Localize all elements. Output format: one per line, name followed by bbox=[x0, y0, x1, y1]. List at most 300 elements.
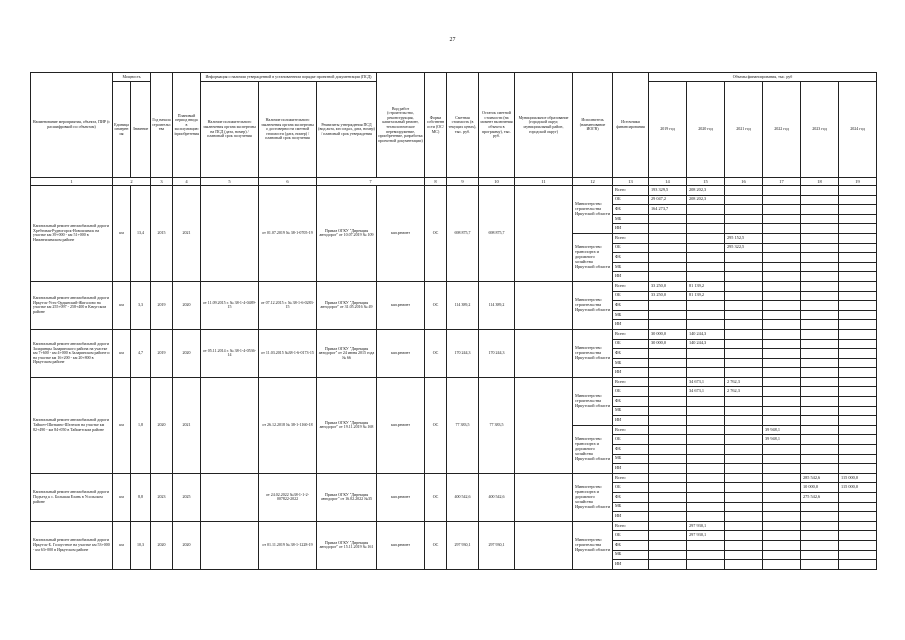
financing-value bbox=[687, 320, 725, 330]
column-number: 16 bbox=[725, 178, 763, 186]
header-year-end: Плановый период ввода в эксплуатацию/приобретения bbox=[173, 73, 201, 178]
source-cell: Всего bbox=[613, 233, 649, 243]
financing-value bbox=[763, 301, 801, 311]
financing-value bbox=[839, 416, 877, 426]
financing-value bbox=[801, 233, 839, 243]
financing-value bbox=[763, 205, 801, 215]
financing-value bbox=[801, 329, 839, 339]
financing-value bbox=[687, 233, 725, 243]
financing-value bbox=[649, 377, 687, 387]
financing-value bbox=[763, 387, 801, 397]
ownership-cell: ОС bbox=[425, 473, 447, 521]
financing-value bbox=[763, 224, 801, 234]
financing-value bbox=[649, 301, 687, 311]
executor-cell: Министерство транспорта и дорожного хозяйства Иркутской области bbox=[573, 473, 613, 521]
column-number: 13 bbox=[613, 178, 649, 186]
financing-value bbox=[801, 262, 839, 272]
financing-table bbox=[30, 72, 877, 570]
financing-value bbox=[839, 540, 877, 550]
financing-value bbox=[763, 358, 801, 368]
year-end-cell: 2020 bbox=[173, 329, 201, 377]
remainder-cell: 114 389,2 bbox=[479, 281, 515, 329]
financing-value bbox=[725, 186, 763, 196]
financing-value bbox=[725, 560, 763, 570]
financing-value bbox=[687, 349, 725, 359]
column-number: 14 bbox=[649, 178, 687, 186]
remainder-cell: 698 875,7 bbox=[479, 186, 515, 282]
cost-cell: 170 244,3 bbox=[447, 329, 479, 377]
financing-value bbox=[649, 214, 687, 224]
object-name: Капитальный ремонт автомобильной дороги Иркутск-Б. Голоустное на участке км 53+000 - км 63+000 в Иркутском районе bbox=[31, 521, 113, 569]
source-cell: Всего bbox=[613, 425, 649, 435]
financing-value bbox=[763, 195, 801, 205]
financing-value bbox=[725, 493, 763, 503]
financing-value bbox=[801, 387, 839, 397]
source-cell: ОБ bbox=[613, 531, 649, 541]
financing-value bbox=[649, 502, 687, 512]
financing-value bbox=[687, 550, 725, 560]
source-cell: ФБ bbox=[613, 349, 649, 359]
financing-value bbox=[649, 540, 687, 550]
source-cell: ИИ bbox=[613, 512, 649, 522]
financing-value bbox=[687, 560, 725, 570]
table-row bbox=[31, 377, 877, 387]
financing-value bbox=[725, 224, 763, 234]
financing-value bbox=[687, 512, 725, 522]
financing-value bbox=[801, 464, 839, 474]
work-type-cell: кап.ремонт bbox=[377, 377, 425, 473]
source-cell: ФБ bbox=[613, 397, 649, 407]
financing-value bbox=[725, 205, 763, 215]
financing-value bbox=[763, 397, 801, 407]
source-cell: ФБ bbox=[613, 253, 649, 263]
table-row bbox=[31, 473, 877, 483]
municipality-cell bbox=[515, 377, 573, 473]
unit-cell: км bbox=[113, 521, 131, 569]
financing-value bbox=[763, 560, 801, 570]
financing-value bbox=[687, 425, 725, 435]
financing-value bbox=[801, 521, 839, 531]
financing-value: 297 930,1 bbox=[687, 521, 725, 531]
financing-value bbox=[725, 425, 763, 435]
financing-value bbox=[725, 262, 763, 272]
year-end-cell: 2020 bbox=[173, 521, 201, 569]
financing-value bbox=[687, 243, 725, 253]
value-cell: 3,3 bbox=[131, 281, 151, 329]
financing-value bbox=[725, 550, 763, 560]
financing-value bbox=[839, 195, 877, 205]
header-source: Источники финансирования bbox=[613, 73, 649, 178]
financing-value bbox=[649, 224, 687, 234]
financing-value bbox=[725, 464, 763, 474]
object-name: Капитальный ремонт автомобильной дороги Тайшет-Шиткино-Шелехов на участке км 82+490 - км 84+050 в Тайшетском районе bbox=[31, 377, 113, 473]
source-cell: ИИ bbox=[613, 560, 649, 570]
executor-cell: Министерство строительства Иркутской области bbox=[573, 329, 613, 377]
financing-value bbox=[649, 233, 687, 243]
financing-value: 33 250,0 bbox=[649, 291, 687, 301]
financing-value bbox=[763, 243, 801, 253]
financing-value bbox=[839, 445, 877, 455]
financing-value bbox=[763, 339, 801, 349]
remainder-cell: 400 542,6 bbox=[479, 473, 515, 521]
column-number: 17 bbox=[763, 178, 801, 186]
financing-value bbox=[725, 368, 763, 378]
financing-value bbox=[649, 425, 687, 435]
financing-value bbox=[763, 214, 801, 224]
financing-value bbox=[763, 483, 801, 493]
financing-value bbox=[801, 435, 839, 445]
financing-value: 2 762,3 bbox=[725, 387, 763, 397]
financing-value bbox=[763, 186, 801, 196]
financing-value bbox=[687, 368, 725, 378]
source-cell: ОБ bbox=[613, 435, 649, 445]
financing-value: 164 273,7 bbox=[649, 205, 687, 215]
conclusion-cell bbox=[201, 521, 259, 569]
financing-value bbox=[649, 483, 687, 493]
municipality-cell bbox=[515, 281, 573, 329]
financing-value bbox=[649, 262, 687, 272]
year-start-cell: 2020 bbox=[151, 521, 173, 569]
financing-value: 208 202,3 bbox=[687, 195, 725, 205]
source-cell: Всего bbox=[613, 521, 649, 531]
executor-cell: Министерство строительства Иркутской области bbox=[573, 186, 613, 234]
financing-value bbox=[725, 301, 763, 311]
financing-value bbox=[649, 550, 687, 560]
financing-value bbox=[649, 320, 687, 330]
financing-value: 81 139,2 bbox=[687, 291, 725, 301]
financing-value bbox=[839, 454, 877, 464]
financing-value bbox=[725, 416, 763, 426]
financing-value: 208 202,3 bbox=[687, 186, 725, 196]
cost-cell: 698 875,7 bbox=[447, 186, 479, 282]
cost-cell: 297 930,1 bbox=[447, 521, 479, 569]
table-body bbox=[31, 186, 877, 570]
financing-value bbox=[801, 445, 839, 455]
source-cell: Всего bbox=[613, 377, 649, 387]
table-row bbox=[31, 281, 877, 291]
financing-value bbox=[801, 550, 839, 560]
financing-value: 295 322,5 bbox=[725, 243, 763, 253]
year-start-cell: 2023 bbox=[151, 473, 173, 521]
financing-value bbox=[687, 358, 725, 368]
financing-value bbox=[687, 262, 725, 272]
remainder-cell: 170 244,3 bbox=[479, 329, 515, 377]
estimate-conclusion-cell: от 01.07.2019 № 38-1-0705-19 bbox=[259, 186, 317, 282]
header-name: Наименование мероприятия, объекта, ПИР (с расшифровкой по объектам) bbox=[31, 73, 113, 178]
ownership-cell: ОС bbox=[425, 377, 447, 473]
source-cell: МБ bbox=[613, 358, 649, 368]
financing-value bbox=[649, 368, 687, 378]
column-number: 12 bbox=[573, 178, 613, 186]
financing-value bbox=[801, 358, 839, 368]
financing-value bbox=[839, 262, 877, 272]
financing-value bbox=[725, 339, 763, 349]
header-conclusion: Наличие положительного заключения органа экспертизы на ПСД (дата, номер) / плановый срок получения bbox=[201, 82, 259, 178]
financing-value: 2 762,3 bbox=[725, 377, 763, 387]
header-work-type: Вид работ (строительство, реконструкция, капитальный ремонт, технологическое перевооружение, приобретение, разработка проектной документации) bbox=[377, 73, 425, 178]
table-row bbox=[31, 329, 877, 339]
financing-value bbox=[839, 435, 877, 445]
financing-value bbox=[801, 281, 839, 291]
financing-value: 193 329,5 bbox=[649, 186, 687, 196]
year-start-cell: 2019 bbox=[151, 281, 173, 329]
financing-value bbox=[839, 301, 877, 311]
financing-value bbox=[801, 377, 839, 387]
financing-value bbox=[839, 521, 877, 531]
column-number: 6 bbox=[259, 178, 317, 186]
financing-value bbox=[649, 435, 687, 445]
financing-value bbox=[839, 329, 877, 339]
financing-value bbox=[839, 339, 877, 349]
source-cell: ИИ bbox=[613, 368, 649, 378]
financing-value bbox=[839, 531, 877, 541]
unit-cell: км bbox=[113, 377, 131, 473]
financing-value bbox=[839, 224, 877, 234]
financing-value bbox=[649, 387, 687, 397]
column-number: 9 bbox=[447, 178, 479, 186]
financing-value bbox=[839, 550, 877, 560]
object-name: Капитальный ремонт автомобильной дороги Заларинцы Заларинского района на участке км 7+600 - км 4+000 в Заларинском районе и на участке км 16+200 - км 20+800 в Иркутском районе bbox=[31, 329, 113, 377]
financing-value bbox=[649, 521, 687, 531]
source-cell: МБ bbox=[613, 406, 649, 416]
financing-value bbox=[687, 205, 725, 215]
column-number: 11 bbox=[515, 178, 573, 186]
financing-value bbox=[725, 435, 763, 445]
financing-value bbox=[687, 483, 725, 493]
executor-cell: Министерство строительства Иркутской области bbox=[573, 281, 613, 329]
financing-value bbox=[763, 445, 801, 455]
financing-value bbox=[801, 339, 839, 349]
value-cell: 4,7 bbox=[131, 329, 151, 377]
column-number: 3 bbox=[151, 178, 173, 186]
source-cell: ОБ bbox=[613, 243, 649, 253]
financing-value bbox=[801, 214, 839, 224]
financing-value bbox=[839, 387, 877, 397]
column-number: 10 bbox=[479, 178, 515, 186]
financing-value bbox=[649, 397, 687, 407]
conclusion-cell bbox=[201, 186, 259, 282]
financing-value bbox=[801, 272, 839, 282]
source-cell: ИИ bbox=[613, 320, 649, 330]
financing-value bbox=[839, 291, 877, 301]
source-cell: ФБ bbox=[613, 540, 649, 550]
estimate-conclusion-cell: от 24.02.2022 №38-1-1-2-007822-2022 bbox=[259, 473, 317, 521]
work-type-cell: кап.ремонт bbox=[377, 186, 425, 282]
financing-value bbox=[725, 320, 763, 330]
financing-value: 39 948,1 bbox=[763, 435, 801, 445]
financing-value: 34 673,1 bbox=[687, 377, 725, 387]
unit-cell: км bbox=[113, 281, 131, 329]
work-type-cell: кап.ремонт bbox=[377, 281, 425, 329]
financing-value bbox=[649, 473, 687, 483]
source-cell: ИИ bbox=[613, 224, 649, 234]
financing-value bbox=[687, 310, 725, 320]
financing-value bbox=[687, 435, 725, 445]
financing-value bbox=[801, 243, 839, 253]
financing-value bbox=[839, 512, 877, 522]
ownership-cell: ОС bbox=[425, 521, 447, 569]
financing-value bbox=[725, 502, 763, 512]
column-number: 4 bbox=[173, 178, 201, 186]
financing-value bbox=[725, 454, 763, 464]
financing-value bbox=[801, 320, 839, 330]
financing-value bbox=[839, 397, 877, 407]
financing-value bbox=[725, 521, 763, 531]
financing-value bbox=[687, 540, 725, 550]
financing-value bbox=[649, 406, 687, 416]
year-end-cell: 2025 bbox=[173, 473, 201, 521]
financing-value bbox=[801, 397, 839, 407]
financing-value bbox=[763, 368, 801, 378]
source-cell: МБ bbox=[613, 214, 649, 224]
financing-value bbox=[763, 493, 801, 503]
cost-cell: 400 542,6 bbox=[447, 473, 479, 521]
financing-value bbox=[839, 310, 877, 320]
financing-value bbox=[763, 349, 801, 359]
financing-value: 29 047,2 bbox=[649, 195, 687, 205]
financing-value bbox=[687, 397, 725, 407]
object-name: Капитальный ремонт автомобильной дороги Подъезд к с. Большая Елань в Усольском районе bbox=[31, 473, 113, 521]
financing-value bbox=[839, 281, 877, 291]
financing-value bbox=[725, 397, 763, 407]
value-cell: 8,8 bbox=[131, 473, 151, 521]
financing-value bbox=[649, 531, 687, 541]
header-remainder: Остаток сметной стоимости (на момент включения объекта в программу), тыс. руб. bbox=[479, 73, 515, 178]
ownership-cell: ОС bbox=[425, 186, 447, 282]
financing-value bbox=[687, 445, 725, 455]
financing-value bbox=[839, 358, 877, 368]
financing-value bbox=[725, 281, 763, 291]
table-row bbox=[31, 186, 877, 196]
financing-value bbox=[763, 416, 801, 426]
financing-value bbox=[725, 310, 763, 320]
financing-value bbox=[725, 253, 763, 263]
financing-value: 275 542,6 bbox=[801, 493, 839, 503]
financing-value bbox=[763, 262, 801, 272]
remainder-cell: 77 383,5 bbox=[479, 377, 515, 473]
approval-cell: Приказ ОГКУ "Дирекция автодорог" от 16.02.2022 №35 bbox=[317, 473, 377, 521]
header-year-start: Год начала строительства bbox=[151, 73, 173, 178]
financing-value bbox=[649, 512, 687, 522]
financing-value: 10 000,0 bbox=[801, 483, 839, 493]
financing-value bbox=[725, 349, 763, 359]
header-year: 2021 год bbox=[725, 82, 763, 178]
financing-value bbox=[763, 291, 801, 301]
object-name: Капитальный ремонт автомобильной дороги Иркутск-Усть-Ордынский-Жигалово на участке км 255+097 - 258+400 в Качугском районе bbox=[31, 281, 113, 329]
financing-value: 39 948,1 bbox=[763, 425, 801, 435]
financing-value bbox=[763, 310, 801, 320]
estimate-conclusion-cell: от 07.12.2015 г. № 38-1-6-0283-15 bbox=[259, 281, 317, 329]
financing-value: 30 000,0 bbox=[649, 329, 687, 339]
estimate-conclusion-cell: от 01.11.2019 № 38-1-1228-19 bbox=[259, 521, 317, 569]
ownership-cell: ОС bbox=[425, 281, 447, 329]
financing-value bbox=[839, 349, 877, 359]
financing-value bbox=[687, 301, 725, 311]
column-number: 2 bbox=[113, 178, 151, 186]
financing-value bbox=[839, 493, 877, 503]
header-value: Значение bbox=[131, 82, 151, 178]
financing-value bbox=[725, 483, 763, 493]
source-cell: ОБ bbox=[613, 195, 649, 205]
value-cell: 1,8 bbox=[131, 377, 151, 473]
header-cost: Сметная стоимость (в текущих ценах), тыс. руб. bbox=[447, 73, 479, 178]
financing-value bbox=[801, 416, 839, 426]
work-type-cell: кап.ремонт bbox=[377, 473, 425, 521]
financing-value bbox=[839, 502, 877, 512]
financing-value bbox=[649, 272, 687, 282]
financing-value bbox=[687, 454, 725, 464]
unit-cell: км bbox=[113, 186, 131, 282]
financing-value bbox=[839, 560, 877, 570]
executor-cell: Министерство строительства Иркутской области bbox=[573, 377, 613, 425]
financing-value bbox=[839, 425, 877, 435]
financing-value: 297 930,1 bbox=[687, 531, 725, 541]
municipality-cell bbox=[515, 473, 573, 521]
source-cell: ОБ bbox=[613, 291, 649, 301]
financing-value bbox=[763, 512, 801, 522]
financing-value bbox=[839, 243, 877, 253]
header-year: 2022 год bbox=[763, 82, 801, 178]
column-number: 8 bbox=[425, 178, 447, 186]
financing-value bbox=[649, 493, 687, 503]
header-unit: Единица измерения bbox=[113, 82, 131, 178]
financing-value bbox=[687, 224, 725, 234]
financing-value: 285 542,6 bbox=[801, 473, 839, 483]
header-municipality: Муниципальное образование (городской округ, муниципальный район, городской округ) bbox=[515, 73, 573, 178]
financing-value bbox=[687, 253, 725, 263]
financing-value bbox=[763, 377, 801, 387]
financing-value bbox=[687, 406, 725, 416]
financing-value bbox=[801, 560, 839, 570]
header-year: 2019 год bbox=[649, 82, 687, 178]
financing-value bbox=[801, 406, 839, 416]
source-cell: МБ bbox=[613, 550, 649, 560]
financing-value bbox=[649, 445, 687, 455]
header-capacity: Мощность bbox=[113, 73, 151, 82]
financing-value bbox=[649, 560, 687, 570]
ownership-cell: ОС bbox=[425, 329, 447, 377]
approval-cell: Приказ ОГКУ "Дирекция автодорог" от 24 июня 2015 года № 66 bbox=[317, 329, 377, 377]
estimate-conclusion-cell: от 26.12.2018 № 38-1-1160-18 bbox=[259, 377, 317, 473]
header-year: 2023 год bbox=[801, 82, 839, 178]
financing-value bbox=[763, 233, 801, 243]
financing-value bbox=[839, 253, 877, 263]
source-cell: ОБ bbox=[613, 387, 649, 397]
financing-value bbox=[839, 186, 877, 196]
financing-value bbox=[801, 425, 839, 435]
header-year: 2024 год bbox=[839, 82, 877, 178]
header-financing: Объемы финансирования, тыс. руб bbox=[649, 73, 877, 82]
year-end-cell: 2020 bbox=[173, 281, 201, 329]
approval-cell: Приказ ОГКУ "Дирекция автодорог" от 19.11.2019 № 168 bbox=[317, 377, 377, 473]
financing-value bbox=[763, 329, 801, 339]
financing-value bbox=[687, 493, 725, 503]
financing-value bbox=[839, 214, 877, 224]
conclusion-cell: от 05.11.2014 г. № 38-1-4-0536-14 bbox=[201, 329, 259, 377]
year-end-cell: 2021 bbox=[173, 186, 201, 282]
source-cell: Всего bbox=[613, 281, 649, 291]
financing-value bbox=[801, 253, 839, 263]
financing-value: 140 244,3 bbox=[687, 329, 725, 339]
financing-value bbox=[725, 329, 763, 339]
financing-value bbox=[763, 531, 801, 541]
source-cell: ФБ bbox=[613, 301, 649, 311]
value-cell: 13,4 bbox=[131, 186, 151, 282]
source-cell: ФБ bbox=[613, 205, 649, 215]
column-number: 1 bbox=[31, 178, 113, 186]
unit-cell: км bbox=[113, 329, 131, 377]
financing-value bbox=[763, 521, 801, 531]
